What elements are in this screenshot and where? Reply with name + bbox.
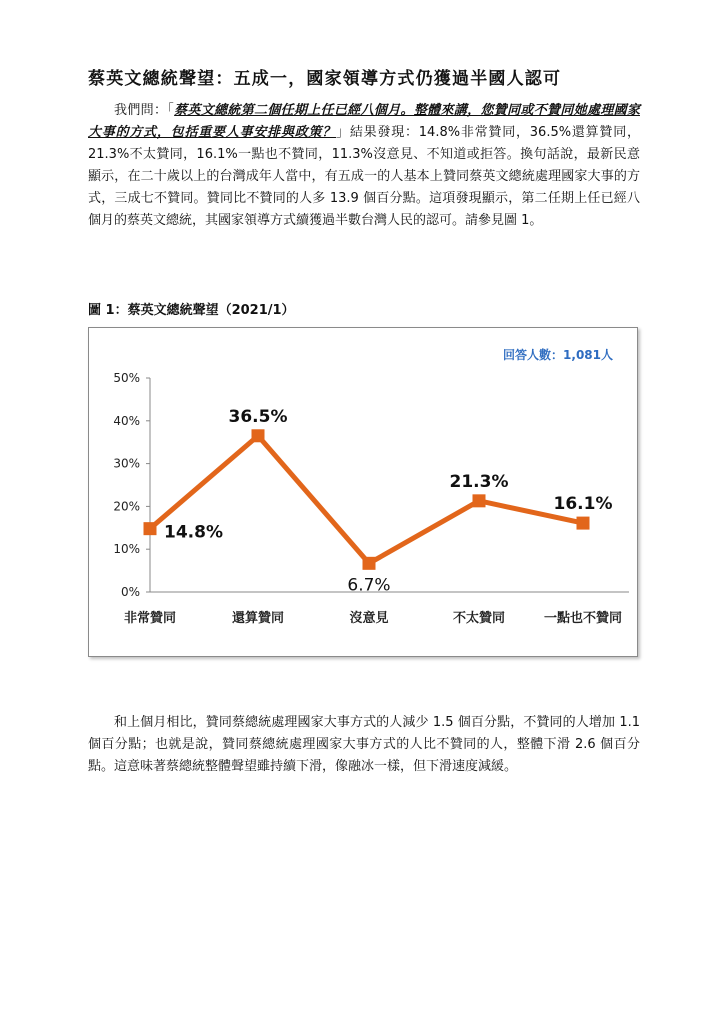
- respondents-annotation: 回答人數：1,081人: [503, 348, 613, 362]
- x-category-label: 不太贊同: [452, 611, 506, 626]
- x-category-label: 一點也不贊同: [543, 611, 623, 626]
- figure-caption: 圖 1：蔡英文總統聲望（2021/1）: [88, 303, 295, 318]
- data-point: [473, 494, 486, 507]
- data-point: [144, 522, 157, 535]
- paragraph-comparison: 和上個月相比，贊同蔡總統處理國家大事方式的人減少 1.5 個百分點，不贊同的人增加 1.1 個百分點；也就是說，贊同蔡總統處理國家大事方式的人比不贊同的人，整體下滑 2.6 個百分點。這意味著蔡總統整體聲望雖持續下滑，像融冰一樣，但下滑速度減緩。: [88, 715, 640, 774]
- x-category-label: 非常贊同: [123, 611, 177, 626]
- page-title: 蔡英文總統聲望：五成一，國家領導方式仍獲過半國人認可: [88, 69, 562, 89]
- results-text: 」結果發現：14.8%非常贊同，36.5%還算贊同，21.3%不太贊同，16.1%一點也不贊同，11.3%沒意見、不知道或拒答。換句話說，最新民意顯示，在二十歲以上的台灣成年人當中，有五成一的人基本上贊同蔡英文總統處理國家大事的方式，三成七不贊同。贊同比不贊同的人多 13.9 個百分點。這項發現顯示，第二任期上任已經八個月的蔡英文總統，其國家領導方式續獲過半數台灣人民的認可。請參見圖 1。: [88, 125, 640, 228]
- paragraph-intro: [88, 100, 640, 232]
- x-category-label: 還算贊同: [231, 611, 285, 626]
- series-line: [150, 436, 583, 564]
- approval-chart-svg: [89, 328, 637, 656]
- question-lead: 我們問：「: [114, 103, 175, 118]
- y-tick-label: 0%: [120, 585, 140, 599]
- y-tick-label: 10%: [113, 542, 140, 557]
- data-point: [363, 557, 376, 570]
- data-label: 36.5%: [228, 406, 288, 427]
- y-tick-label: 30%: [113, 456, 140, 471]
- survey-question: 蔡英文總統第二個任期上任已經八個月。整體來講，您贊同或不贊同她處理國家大事的方式，包括重要人事安排與政策？: [88, 103, 640, 140]
- approval-chart: [88, 327, 638, 657]
- y-tick-label: 40%: [113, 413, 140, 428]
- x-category-label: 沒意見: [349, 611, 389, 626]
- data-label: 14.8%: [164, 522, 223, 543]
- y-tick-label: 20%: [113, 499, 140, 514]
- data-label: 6.7%: [347, 575, 391, 596]
- data-point: [577, 517, 590, 530]
- data-label: 16.1%: [553, 494, 613, 515]
- y-tick-label: 50%: [113, 371, 140, 385]
- data-point: [252, 429, 265, 442]
- data-label: 21.3%: [449, 471, 509, 492]
